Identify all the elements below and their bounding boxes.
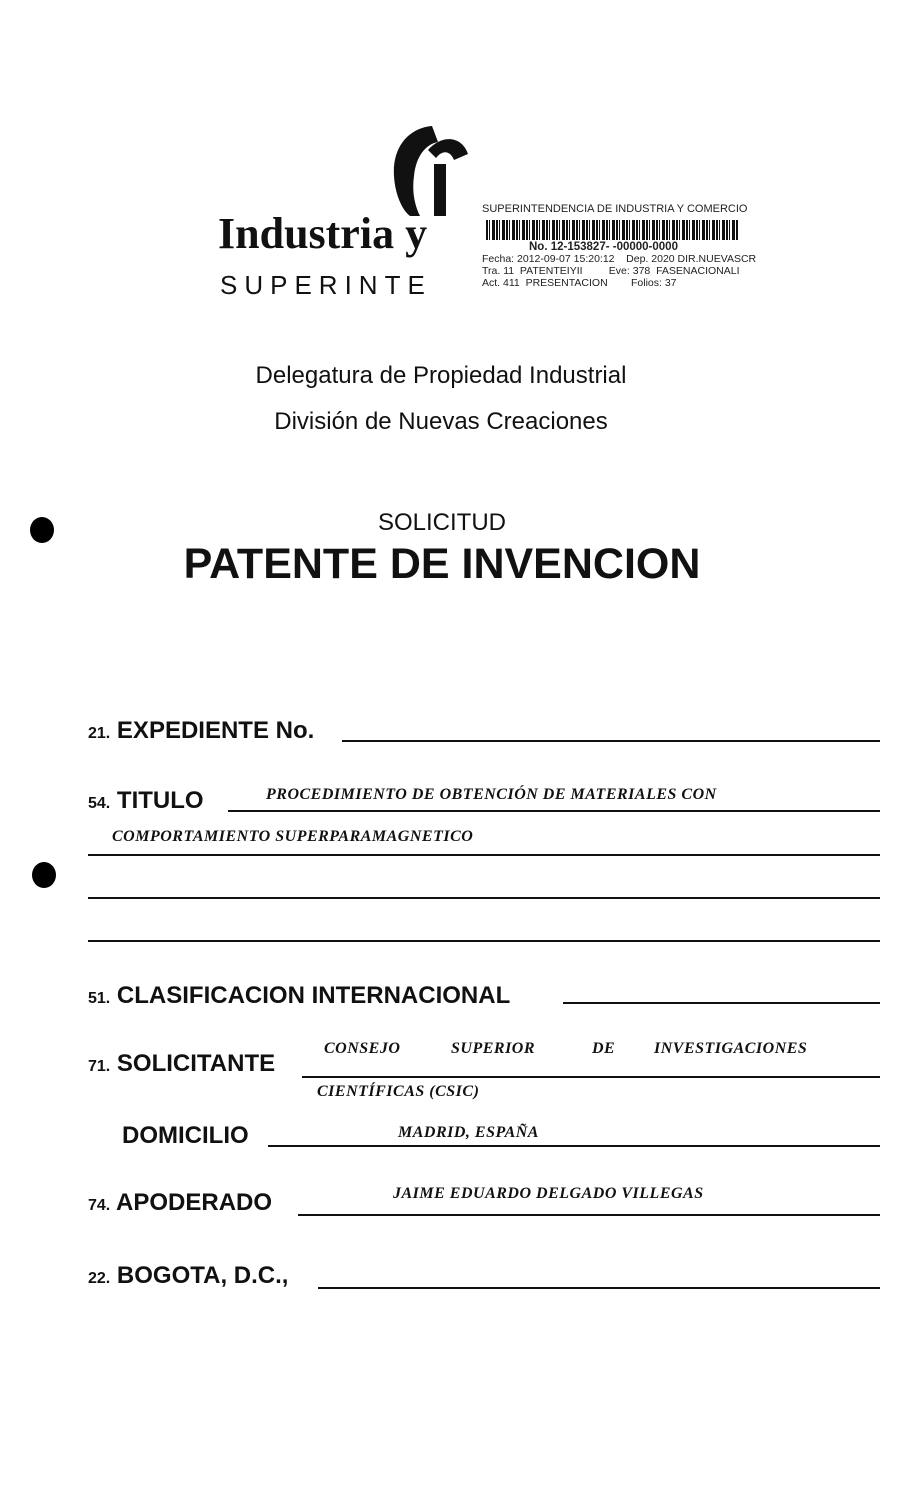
domicilio-label: DOMICILIO bbox=[122, 1122, 249, 1149]
stamp-row-1: Fecha: 2012-09-07 15:20:12 Dep. 2020 DIR.NUEVASCR bbox=[482, 253, 757, 265]
filing-stamp bbox=[482, 203, 812, 289]
form-kicker: SOLICITUD bbox=[377, 509, 506, 536]
solicitante-word-3: DE bbox=[592, 1040, 616, 1057]
stamp-row-3: Act. 411 PRESENTACION Folios: 37 bbox=[482, 277, 677, 289]
solicitante-word-1: CONSEJO bbox=[324, 1040, 401, 1057]
expediente-label: 21. EXPEDIENTE No. bbox=[88, 717, 315, 744]
titulo-value-line-2: COMPORTAMIENTO SUPERPARAMAGNETICO bbox=[112, 828, 474, 845]
titulo-field-line-2 bbox=[88, 854, 880, 856]
solicitante-word-4: INVESTIGACIONES bbox=[654, 1040, 808, 1057]
apoderado-field bbox=[298, 1214, 880, 1216]
form-title: PATENTE DE INVENCION bbox=[183, 540, 701, 588]
bogota-date-field bbox=[318, 1287, 880, 1289]
titulo-field-line-4 bbox=[88, 940, 880, 942]
stamp-organization: SUPERINTENDENCIA DE INDUSTRIA Y COMERCIO bbox=[482, 203, 748, 215]
clasificacion-field bbox=[563, 1002, 880, 1004]
punch-hole bbox=[32, 862, 56, 888]
logo-subtitle: SUPERINTE bbox=[220, 270, 432, 300]
barcode-icon bbox=[486, 220, 738, 240]
apoderado-label: 74. APODERADO bbox=[88, 1189, 273, 1216]
solicitante-field-line-1 bbox=[302, 1076, 880, 1078]
punch-hole bbox=[30, 517, 54, 543]
bogota-label: 22. BOGOTA, D.C., bbox=[88, 1262, 289, 1289]
solicitante-word-2: SUPERIOR bbox=[451, 1040, 536, 1057]
titulo-field-line-3 bbox=[88, 897, 880, 899]
stamp-number: No. 12-153827- -00000-0000 bbox=[529, 241, 678, 253]
titulo-value-line-1: PROCEDIMIENTO DE OBTENCIÓN DE MATERIALES CON bbox=[266, 786, 717, 803]
apoderado-value: JAIME EDUARDO DELGADO VILLEGAS bbox=[393, 1185, 704, 1202]
titulo-label: 54. TITULO bbox=[88, 787, 204, 814]
solicitante-value-line-2: CIENTÍFICAS (CSIC) bbox=[317, 1083, 480, 1100]
clasificacion-label: 51. CLASIFICACION INTERNACIONAL bbox=[88, 982, 511, 1009]
expediente-field bbox=[342, 740, 880, 742]
titulo-field-line-1 bbox=[228, 810, 880, 812]
solicitante-label: 71. SOLICITANTE bbox=[88, 1050, 276, 1077]
sic-logo-icon bbox=[384, 120, 474, 216]
stamp-row-2: Tra. 11 PATENTEIYII Eve: 378 FASENACIONALI bbox=[482, 265, 740, 277]
logo-wordmark: Industria y bbox=[218, 209, 428, 258]
domicilio-field bbox=[268, 1145, 880, 1147]
domicilio-value: MADRID, ESPAÑA bbox=[398, 1124, 539, 1141]
delegatura-heading: Delegatura de Propiedad Industrial bbox=[255, 362, 627, 389]
division-heading: División de Nuevas Creaciones bbox=[274, 408, 608, 435]
